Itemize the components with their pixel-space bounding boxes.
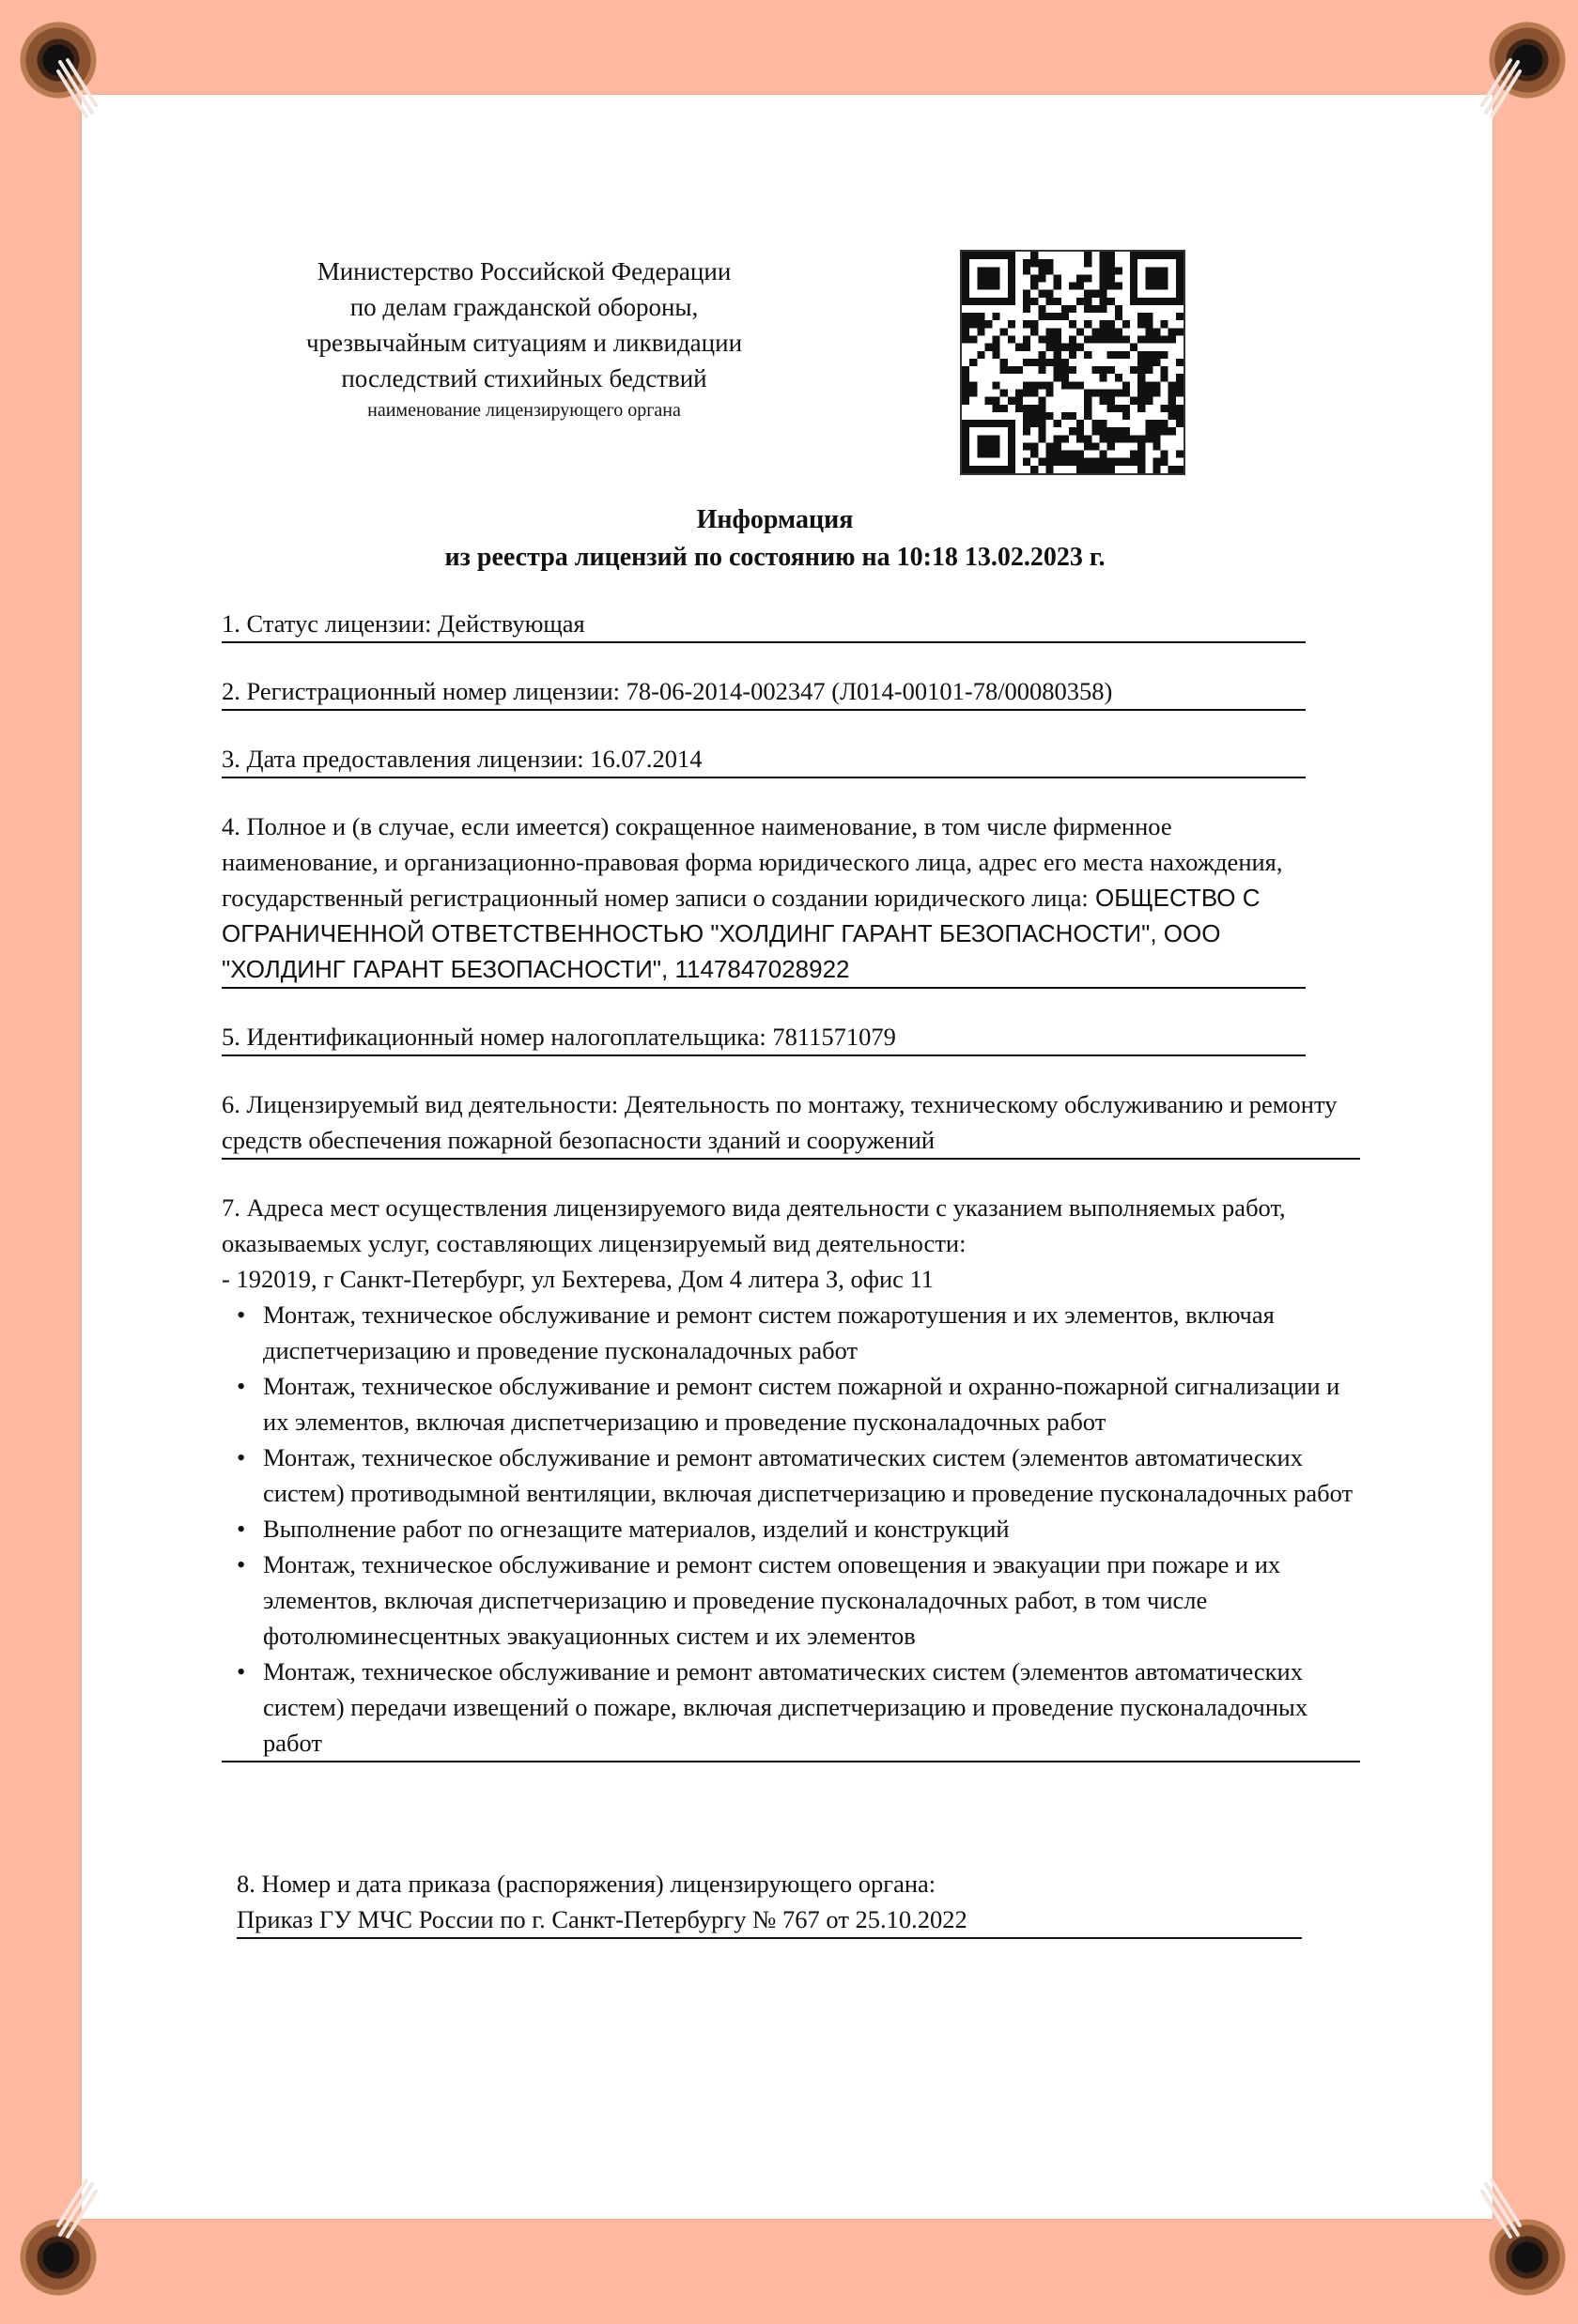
taxpayer-id-text: 5. Идентификационный номер налогоплательщика: 7811571079 [222, 1023, 896, 1051]
license-reg-number [222, 673, 1306, 711]
addresses-label: 7. Адреса мест осуществления лицензируемого вида деятельности с указанием выполняемых работ, оказываемых услуг, составляющих лицензируемый вид деятельности: [222, 1193, 1286, 1257]
authority-line: Министерство Российской Федерации [317, 257, 732, 285]
paper-clip-icon [54, 58, 98, 118]
license-date-text: 3. Дата предоставления лицензии: 16.07.2014 [222, 745, 703, 773]
title-line-1: Информация [696, 505, 854, 534]
list-item: • Монтаж, техническое обслуживание и ремонт систем оповещения и эвакуации при пожаре и их элементов, включая диспетчеризацию и проведение пусконаладочных работ, в том числе фотолюминесцентных эвакуационных систем и их элементов [222, 1547, 1360, 1654]
order-value: Приказ ГУ МЧС России по г. Санкт-Петербургу № 767 от 25.10.2022 [237, 1905, 967, 1933]
licensed-activity-text: 6. Лицензируемый вид деятельности: Деятельность по монтажу, техническому обслуживанию и ремонту средств обеспечения пожарной безопасности зданий и сооружений [222, 1090, 1338, 1154]
organization-name [222, 808, 1306, 989]
address-line: - 192019, г Санкт-Петербург, ул Бехтерева, Дом 4 литера З, офис 11 [222, 1265, 935, 1293]
authority-caption: наименование лицензирующего органа [367, 400, 681, 421]
license-date [222, 741, 1306, 778]
paper-clip-icon [1480, 2178, 1524, 2239]
authority-line: по делам гражданской обороны, [349, 293, 699, 321]
licensing-authority [244, 254, 804, 424]
list-item: • Монтаж, техническое обслуживание и ремонт автоматических систем (элементов автоматических систем) передачи извещений о пожаре, включая диспетчеризацию и проведение пусконаладочных работ [222, 1654, 1360, 1761]
taxpayer-id [222, 1019, 1306, 1056]
authority-line: последствий стихийных бедствий [341, 364, 707, 392]
paper-clip-icon [54, 2178, 98, 2239]
order-label: 8. Номер и дата приказа (распоряжения) лицензирующего органа: [237, 1870, 936, 1898]
organization-value: ОБЩЕСТВО С ОГРАНИЧЕННОЙ ОТВЕТСТВЕННОСТЬЮ "ХОЛДИНГ ГАРАНТ БЕЗОПАСНОСТИ", ООО "ХОЛДИНГ ГАРАНТ БЕЗОПАСНОСТИ", 1147847028922 [222, 884, 1261, 983]
list-item: • Монтаж, техническое обслуживание и ремонт автоматических систем (элементов автоматических систем) противодымной вентиляции, включая диспетчеризацию и проведение пусконаладочных работ [222, 1439, 1360, 1511]
organization-label: 4. Полное и (в случае, если имеется) сокращенное наименование, в том числе фирменное наименование, и организационно-правовая форма юридического лица, адрес его места нахождения, государственный регистрационный номер записи о создании юридического лица: [222, 812, 1283, 912]
order-info [237, 1866, 1302, 1939]
qr-code[interactable] [960, 250, 1185, 475]
licensed-activity [222, 1086, 1360, 1160]
document-title [244, 501, 1306, 577]
paper-clip-icon [1480, 58, 1524, 118]
list-item: • Монтаж, техническое обслуживание и ремонт систем пожаротушения и их элементов, включая диспетчеризацию и проведение пусконаладочных работ [222, 1297, 1360, 1368]
license-status-text: 1. Статус лицензии: Действующая [222, 609, 585, 638]
list-item: • Монтаж, техническое обслуживание и ремонт систем пожарной и охранно-пожарной сигнализации и их элементов, включая диспетчеризацию и проведение пусконаладочных работ [222, 1368, 1360, 1439]
authority-line: чрезвычайным ситуациям и ликвидации [305, 329, 743, 357]
license-reg-number-text: 2. Регистрационный номер лицензии: 78-06-2014-002347 (Л014-00101-78/00080358) [222, 677, 1113, 705]
activity-addresses [222, 1190, 1360, 1762]
title-line-2: из реестра лицензий по состоянию на 10:18 13.02.2023 г. [444, 543, 1106, 572]
list-item: • Выполнение работ по огнезащите материалов, изделий и конструкций [222, 1511, 1360, 1547]
license-status [222, 606, 1306, 643]
works-list [222, 1297, 1360, 1761]
